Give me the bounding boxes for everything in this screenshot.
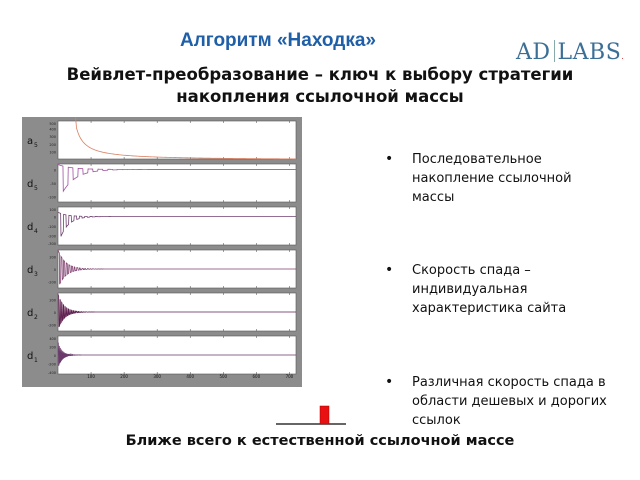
x-tick-label: 500 bbox=[219, 374, 228, 379]
x-tick-label: 300 bbox=[153, 374, 161, 379]
y-tick-label: 200 bbox=[49, 345, 56, 350]
logo-right: LABS bbox=[557, 40, 622, 65]
y-tick-label: 400 bbox=[49, 337, 56, 342]
panel-label-sub-a5: 5 bbox=[34, 142, 38, 149]
y-tick-label: 0 bbox=[53, 268, 56, 272]
slide-footer: Ближе всего к естественной ссылочной массе bbox=[125, 433, 515, 449]
panel-label-d5: d bbox=[27, 179, 34, 190]
bullet-text: Скорость спада – индивидуальная характеристика сайта bbox=[412, 263, 567, 316]
bullet-text: Последовательное накопление ссылочной массы bbox=[412, 152, 572, 205]
y-tick-label: -200 bbox=[48, 280, 56, 285]
x-tick-label: 700 bbox=[285, 374, 294, 379]
y-tick-label: 300 bbox=[49, 135, 56, 140]
x-tick-label: 400 bbox=[186, 374, 195, 379]
wavelet-chart bbox=[22, 117, 302, 387]
y-tick-label: -300 bbox=[48, 242, 56, 246]
panel-label-sub-d1: 1 bbox=[34, 357, 38, 364]
panel-d4 bbox=[58, 207, 296, 245]
y-tick-label: 0 bbox=[53, 215, 56, 220]
y-tick-label: -200 bbox=[48, 323, 56, 328]
y-tick-label: 0 bbox=[53, 311, 56, 315]
y-tick-label: 500 bbox=[49, 122, 56, 126]
bullet-dot-icon: • bbox=[385, 151, 394, 167]
panel-label-a5: a bbox=[27, 136, 34, 147]
y-tick-label: 100 bbox=[49, 208, 56, 212]
panel-a5 bbox=[58, 121, 296, 159]
subtitle-line-2: накопления ссылочной массы bbox=[176, 87, 464, 106]
marker-scale-icon bbox=[276, 404, 346, 426]
panel-label-d4: d bbox=[27, 222, 34, 233]
y-tick-label: -50 bbox=[50, 182, 56, 186]
panel-label-sub-d3: 3 bbox=[34, 271, 38, 278]
y-tick-label: -400 bbox=[48, 370, 56, 375]
panel-label-d2: d bbox=[27, 308, 34, 319]
wavelet-chart-svg bbox=[22, 117, 302, 387]
logo-mark: . bbox=[621, 52, 625, 61]
y-tick-label: -100 bbox=[48, 195, 56, 200]
x-tick-label: 600 bbox=[252, 374, 261, 379]
y-tick-label: -200 bbox=[48, 362, 56, 367]
slide-title: Алгоритм «Находка» bbox=[180, 30, 376, 51]
y-tick-label: -100 bbox=[48, 225, 56, 229]
y-tick-label: 400 bbox=[49, 127, 56, 132]
logo-left: AD bbox=[516, 40, 551, 65]
y-tick-label: 100 bbox=[49, 150, 56, 155]
panel-label-sub-d4: 4 bbox=[34, 228, 38, 235]
panel-label-sub-d5: 5 bbox=[34, 185, 38, 192]
slide-subtitle bbox=[60, 64, 580, 108]
panel-label-d3: d bbox=[27, 265, 34, 276]
y-tick-label: 0 bbox=[53, 354, 56, 358]
y-tick-label: 200 bbox=[49, 298, 56, 303]
subtitle-line-1: Вейвлет-преобразование – ключ к выбору стратегии bbox=[66, 65, 574, 84]
scale-marker bbox=[320, 406, 329, 424]
panel-label-d1: d bbox=[27, 351, 34, 362]
y-tick-label: 200 bbox=[49, 142, 56, 147]
y-tick-label: 0 bbox=[53, 168, 56, 173]
logo-divider bbox=[554, 40, 555, 62]
x-tick-label: 200 bbox=[120, 374, 128, 379]
y-tick-label: 200 bbox=[49, 255, 56, 260]
x-tick-label: 100 bbox=[87, 374, 95, 379]
panel-label-sub-d2: 2 bbox=[34, 314, 38, 321]
y-tick-label: -200 bbox=[48, 234, 56, 239]
bullet-dot-icon: • bbox=[385, 262, 394, 278]
bullet-text: Различная скорость спада в области дешевых и дорогих ссылок bbox=[412, 375, 607, 428]
bullet-dot-icon: • bbox=[385, 374, 394, 390]
adlabs-logo bbox=[516, 40, 624, 65]
